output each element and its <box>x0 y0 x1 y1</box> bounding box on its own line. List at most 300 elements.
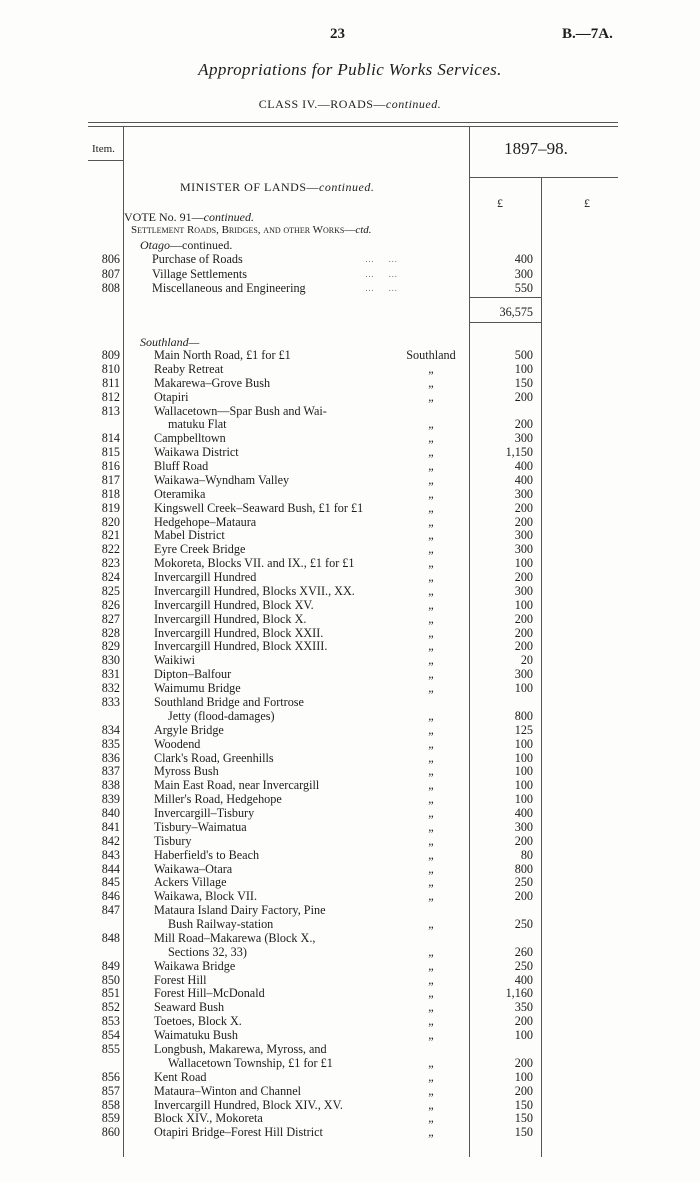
pound-symbol-1: £ <box>497 196 503 210</box>
district-column: „ <box>428 1083 434 1098</box>
table-top-rule-2 <box>88 126 618 127</box>
class-subtitle <box>0 97 700 112</box>
table-row <box>0 584 700 598</box>
item-number: 814 <box>101 431 120 446</box>
amount: 400 <box>514 806 533 821</box>
amount: 100 <box>514 1069 533 1084</box>
amount: 100 <box>514 556 533 571</box>
table-row <box>0 1042 700 1056</box>
amount: 1,150 <box>505 445 533 460</box>
item-description: Eyre Creek Bridge <box>154 542 246 557</box>
item-description: Seaward Bush <box>154 1000 225 1015</box>
amount: 300 <box>514 819 533 834</box>
item-number: 842 <box>101 833 120 848</box>
table-row <box>0 945 700 959</box>
district-column: „ <box>428 972 434 987</box>
item-number: 846 <box>101 889 120 904</box>
item-description: Ackers Village <box>154 875 227 890</box>
item-description: Woodend <box>154 736 201 751</box>
item-description: Wallacetown Township, £1 for £1 <box>168 1055 333 1070</box>
item-number: 858 <box>101 1097 120 1112</box>
class-subtitle-main: CLASS IV.—ROADS— <box>258 97 386 111</box>
item-description: Invercargill Hundred, Block X. <box>154 611 307 626</box>
district-column: „ <box>428 611 434 626</box>
table-row <box>0 986 700 1000</box>
amount: 200 <box>514 1083 533 1098</box>
district-column: „ <box>428 944 434 959</box>
item-number: 831 <box>101 667 120 682</box>
item-description: Purchase of Roads <box>152 252 243 266</box>
table-row <box>0 528 700 542</box>
item-description: Otapiri Bridge–Forest Hill District <box>154 1125 323 1140</box>
item-number: 860 <box>101 1125 120 1140</box>
table-row <box>0 1070 700 1084</box>
item-description: Mataura Island Dairy Factory, Pine <box>154 903 326 918</box>
item-description: Sections 32, 33) <box>168 944 247 959</box>
district-column: „ <box>428 1069 434 1084</box>
table-row <box>0 348 700 362</box>
district-column: „ <box>428 806 434 821</box>
item-description: Oteramika <box>154 486 206 501</box>
item-number: 844 <box>101 861 120 876</box>
vote-heading-main: VOTE No. 91— <box>124 210 204 224</box>
district-column: „ <box>428 361 434 376</box>
item-number: 829 <box>101 639 120 654</box>
otago-total: 36,575 <box>499 305 533 319</box>
amount: 250 <box>514 917 533 932</box>
table-row <box>0 764 700 778</box>
district-column: „ <box>428 625 434 640</box>
item-description: Dipton–Balfour <box>154 667 232 682</box>
table-row <box>0 1014 700 1028</box>
item-number: 816 <box>101 459 120 474</box>
item-description: Waikawa Bridge <box>154 958 236 973</box>
settlement-heading-cont: ctd. <box>355 224 372 236</box>
item-number: 834 <box>101 722 120 737</box>
district-column: „ <box>428 750 434 765</box>
amount: 300 <box>514 486 533 501</box>
item-number: 810 <box>101 361 120 376</box>
amount: 300 <box>514 431 533 446</box>
table-row <box>0 570 700 584</box>
table-row <box>0 431 700 445</box>
district-column: „ <box>428 1028 434 1043</box>
vote-heading-cont: continued. <box>203 210 254 224</box>
vote-heading <box>124 210 254 225</box>
leader-dots: … … <box>365 268 404 279</box>
item-description: Mataura–Winton and Channel <box>154 1083 302 1098</box>
district-column: „ <box>428 1111 434 1126</box>
amount: 100 <box>514 750 533 765</box>
pound-symbol-2: £ <box>584 196 590 210</box>
item-description: Village Settlements <box>152 266 248 281</box>
amount: 200 <box>514 625 533 640</box>
district-column: „ <box>428 431 434 446</box>
item-description: Main East Road, near Invercargill <box>154 778 320 793</box>
item-description: Toetoes, Block X. <box>154 1014 242 1029</box>
item-description: Hedgehope–Mataura <box>154 514 257 529</box>
amount: 300 <box>514 542 533 557</box>
amount: 300 <box>514 528 533 543</box>
table-row <box>0 889 700 903</box>
item-number: 837 <box>101 764 120 779</box>
otago-total-rule-bottom <box>470 322 541 323</box>
amount: 260 <box>514 944 533 959</box>
table-row <box>0 959 700 973</box>
table-row <box>0 653 700 667</box>
district-column: „ <box>428 1000 434 1015</box>
district-column: „ <box>428 667 434 682</box>
district-column: „ <box>428 653 434 668</box>
year-column-header: 1897–98. <box>504 139 568 158</box>
table-row <box>0 459 700 473</box>
item-number: 839 <box>101 792 120 807</box>
item-description: Haberfield's to Beach <box>154 847 260 862</box>
table-row <box>0 778 700 792</box>
item-description: Campbelltown <box>154 431 226 446</box>
district-column: „ <box>428 708 434 723</box>
table-row <box>0 362 700 376</box>
amount: 100 <box>514 681 533 696</box>
amount: 150 <box>514 1097 533 1112</box>
district-column: „ <box>428 917 434 932</box>
item-number: 808 <box>101 281 120 295</box>
item-number: 838 <box>101 778 120 793</box>
district-column: „ <box>428 445 434 460</box>
item-description: Forest Hill–McDonald <box>154 986 265 1001</box>
district-column: „ <box>428 847 434 862</box>
amount: 100 <box>514 792 533 807</box>
amount: 400 <box>514 252 533 266</box>
table-row <box>0 473 700 487</box>
item-description: Reaby Retreat <box>154 361 224 376</box>
item-description: Invercargill Hundred, Blocks XVII., XX. <box>154 583 355 598</box>
item-number: 821 <box>101 528 120 543</box>
amount: 100 <box>514 764 533 779</box>
amount: 80 <box>520 847 533 862</box>
table-row <box>0 281 700 295</box>
item-number: 817 <box>101 472 120 487</box>
item-number: 853 <box>101 1014 120 1029</box>
district-column: „ <box>428 889 434 904</box>
table-row <box>0 1000 700 1014</box>
table-row <box>0 404 700 418</box>
leader-dots: … … <box>365 254 404 264</box>
table-row <box>0 820 700 834</box>
year-header-rule <box>470 177 618 178</box>
item-number: 835 <box>101 736 120 751</box>
item-number: 809 <box>101 348 120 362</box>
otago-heading-cont: —continued. <box>170 238 233 252</box>
item-description: Mabel District <box>154 528 225 543</box>
table-row <box>0 598 700 612</box>
item-number: 824 <box>101 570 120 585</box>
item-number: 830 <box>101 653 120 668</box>
table-row <box>0 862 700 876</box>
item-description: Mokoreta, Blocks VII. and IX., £1 for £1 <box>154 556 355 571</box>
item-description: Myross Bush <box>154 764 219 779</box>
amount: 200 <box>514 611 533 626</box>
district-column: „ <box>428 778 434 793</box>
amount: 800 <box>514 708 533 723</box>
otago-total-rule-top <box>470 297 541 298</box>
table-row <box>0 612 700 626</box>
settlement-heading <box>131 224 372 236</box>
table-row <box>0 390 700 404</box>
table-row <box>0 1111 700 1125</box>
item-description: Main North Road, £1 for £1 <box>154 348 291 362</box>
table-row <box>0 695 700 709</box>
item-number: 823 <box>101 556 120 571</box>
item-description: Waimumu Bridge <box>154 681 241 696</box>
item-number: 811 <box>102 375 120 390</box>
item-description: Clark's Road, Greenhills <box>154 750 274 765</box>
district-column: „ <box>428 764 434 779</box>
item-description: Makarewa–Grove Bush <box>154 375 271 390</box>
item-description: Invercargill Hundred, Block XXII. <box>154 625 324 640</box>
table-row <box>0 1056 700 1070</box>
item-description: Waikiwi <box>154 653 195 668</box>
otago-heading <box>140 238 232 253</box>
district-column: „ <box>428 722 434 737</box>
amount: 300 <box>514 266 533 281</box>
amount: 100 <box>514 736 533 751</box>
amount: 300 <box>514 583 533 598</box>
amount: 400 <box>514 972 533 987</box>
table-row <box>0 834 700 848</box>
item-number: 832 <box>101 681 120 696</box>
amount: 400 <box>514 459 533 474</box>
amount: 100 <box>514 361 533 376</box>
item-description: Forest Hill <box>154 972 207 987</box>
class-subtitle-cont: continued. <box>385 97 442 111</box>
district-column: „ <box>428 472 434 487</box>
table-row <box>0 445 700 459</box>
southland-heading-label: Southland— <box>140 335 200 349</box>
item-number: 848 <box>101 930 120 945</box>
table-row <box>0 792 700 806</box>
item-number: 827 <box>101 611 120 626</box>
item-number: 847 <box>101 903 120 918</box>
amount: 150 <box>514 1125 533 1140</box>
document-reference: B.—7A. <box>562 26 613 42</box>
item-number: 807 <box>101 266 120 281</box>
item-description: Longbush, Makarewa, Myross, and <box>154 1042 327 1056</box>
amount: 200 <box>514 1014 533 1029</box>
item-description: Kent Road <box>154 1069 207 1084</box>
district-column: „ <box>428 500 434 515</box>
item-description: Block XIV., Mokoreta <box>154 1111 263 1126</box>
amount: 200 <box>514 389 533 404</box>
item-number: 852 <box>101 1000 120 1015</box>
item-number: 822 <box>101 542 120 557</box>
item-description: Kingswell Creek–Seaward Bush, £1 for £1 <box>154 500 364 515</box>
table-row <box>0 751 700 765</box>
item-description: Jetty (flood-damages) <box>168 708 275 723</box>
item-number: 854 <box>101 1028 120 1043</box>
item-number: 856 <box>101 1069 120 1084</box>
table-row <box>0 376 700 390</box>
item-number: 828 <box>101 625 120 640</box>
page-title: Appropriations for Public Works Services. <box>198 60 502 79</box>
item-number: 819 <box>101 500 120 515</box>
item-number: 845 <box>101 875 120 890</box>
item-number: 857 <box>101 1083 120 1098</box>
district-column: „ <box>428 389 434 404</box>
district-column: „ <box>428 833 434 848</box>
item-number: 841 <box>101 819 120 834</box>
item-number: 855 <box>101 1042 120 1056</box>
settlement-heading-main: Settlement Roads, Bridges, and other Works— <box>131 224 356 236</box>
amount: 250 <box>514 875 533 890</box>
item-number: 815 <box>101 445 120 460</box>
table-row <box>0 903 700 917</box>
item-description: Bluff Road <box>154 459 209 474</box>
table-row <box>0 1098 700 1112</box>
table-row <box>0 709 700 723</box>
amount: 100 <box>514 1028 533 1043</box>
item-description: Waikawa–Wyndham Valley <box>154 472 290 487</box>
item-description: Miscellaneous and Engineering <box>152 281 306 295</box>
table-row <box>0 875 700 889</box>
table-row <box>0 1028 700 1042</box>
item-number: 806 <box>101 252 120 266</box>
district-column: „ <box>428 986 434 1001</box>
district-column: „ <box>428 875 434 890</box>
table-row <box>0 737 700 751</box>
amount: 100 <box>514 778 533 793</box>
item-description: Invercargill Hundred, Block XIV., XV. <box>154 1097 343 1112</box>
item-description: Invercargill–Tisbury <box>154 806 255 821</box>
amount: 100 <box>514 597 533 612</box>
table-row <box>0 487 700 501</box>
item-number: 840 <box>101 806 120 821</box>
item-number: 859 <box>101 1111 120 1126</box>
table-row <box>0 542 700 556</box>
district-column: „ <box>428 542 434 557</box>
page-number: 23 <box>330 26 345 42</box>
table-row <box>0 931 700 945</box>
item-description: matuku Flat <box>168 417 227 432</box>
district-column: „ <box>428 681 434 696</box>
amount: 200 <box>514 570 533 585</box>
district-column: „ <box>428 486 434 501</box>
amount: 200 <box>514 417 533 432</box>
district-column: „ <box>428 1014 434 1029</box>
amount: 150 <box>514 1111 533 1126</box>
table-row <box>0 681 700 695</box>
amount: 150 <box>514 375 533 390</box>
table-row <box>0 515 700 529</box>
district-column: „ <box>428 583 434 598</box>
table-row <box>0 848 700 862</box>
district-column: Southland <box>406 348 456 362</box>
table-row <box>0 417 700 431</box>
item-description: Invercargill Hundred, Block XV. <box>154 597 314 612</box>
item-description: Tisbury–Waimatua <box>154 819 247 834</box>
district-column: „ <box>428 459 434 474</box>
district-column: „ <box>428 639 434 654</box>
item-description: Otapiri <box>154 389 189 404</box>
item-description: Miller's Road, Hedgehope <box>154 792 282 807</box>
district-column: „ <box>428 375 434 390</box>
amount: 300 <box>514 667 533 682</box>
item-description: Invercargill Hundred <box>154 570 257 585</box>
item-number: 833 <box>101 695 120 709</box>
table-row <box>0 1084 700 1098</box>
table-row <box>0 252 700 266</box>
table-row <box>0 667 700 681</box>
amount: 800 <box>514 861 533 876</box>
amount: 200 <box>514 639 533 654</box>
item-number: 850 <box>101 972 120 987</box>
district-column: „ <box>428 1097 434 1112</box>
district-column: „ <box>428 1055 434 1070</box>
district-column: „ <box>428 570 434 585</box>
district-column: „ <box>428 958 434 973</box>
amount: 250 <box>514 958 533 973</box>
item-number: 836 <box>101 750 120 765</box>
item-description: Invercargill Hundred, Block XXIII. <box>154 639 328 654</box>
table-row <box>0 917 700 931</box>
amount: 200 <box>514 514 533 529</box>
district-column: „ <box>428 1125 434 1140</box>
item-description: Mill Road–Makarewa (Block X., <box>154 930 316 945</box>
leader-dots: … … <box>365 283 404 293</box>
item-number: 826 <box>101 597 120 612</box>
item-description: Tisbury <box>154 833 192 848</box>
table-row <box>0 626 700 640</box>
table-row <box>0 973 700 987</box>
item-header-rule <box>88 160 124 161</box>
amount: 200 <box>514 500 533 515</box>
amount: 200 <box>514 833 533 848</box>
table-row <box>0 267 700 281</box>
district-column: „ <box>428 597 434 612</box>
district-column: „ <box>428 819 434 834</box>
item-description: Waimatuku Bush <box>154 1028 238 1043</box>
item-column-header: Item. <box>92 143 115 155</box>
item-description: Waikawa District <box>154 445 239 460</box>
item-description: Waikawa, Block VII. <box>154 889 258 904</box>
otago-heading-main: Otago <box>140 238 170 252</box>
item-number: 849 <box>101 958 120 973</box>
item-number: 851 <box>101 986 120 1001</box>
district-column: „ <box>428 417 434 432</box>
amount: 125 <box>514 722 533 737</box>
table-row <box>0 806 700 820</box>
table-row <box>0 723 700 737</box>
amount: 400 <box>514 472 533 487</box>
amount: 200 <box>514 889 533 904</box>
table-row <box>0 1125 700 1139</box>
minister-heading-main: MINISTER OF LANDS— <box>180 180 320 194</box>
district-column: „ <box>428 556 434 571</box>
item-number: 825 <box>101 583 120 598</box>
amount: 350 <box>514 1000 533 1015</box>
minister-heading-cont: continued. <box>319 180 375 194</box>
item-number: 813 <box>101 403 120 418</box>
table-row <box>0 639 700 653</box>
amount: 550 <box>514 281 533 295</box>
amount: 500 <box>514 348 533 362</box>
item-number: 820 <box>101 514 120 529</box>
district-column: „ <box>428 736 434 751</box>
amount: 20 <box>520 653 533 668</box>
district-column: „ <box>428 528 434 543</box>
item-description: Southland Bridge and Fortrose <box>154 695 304 709</box>
item-description: Waikawa–Otara <box>154 861 233 876</box>
